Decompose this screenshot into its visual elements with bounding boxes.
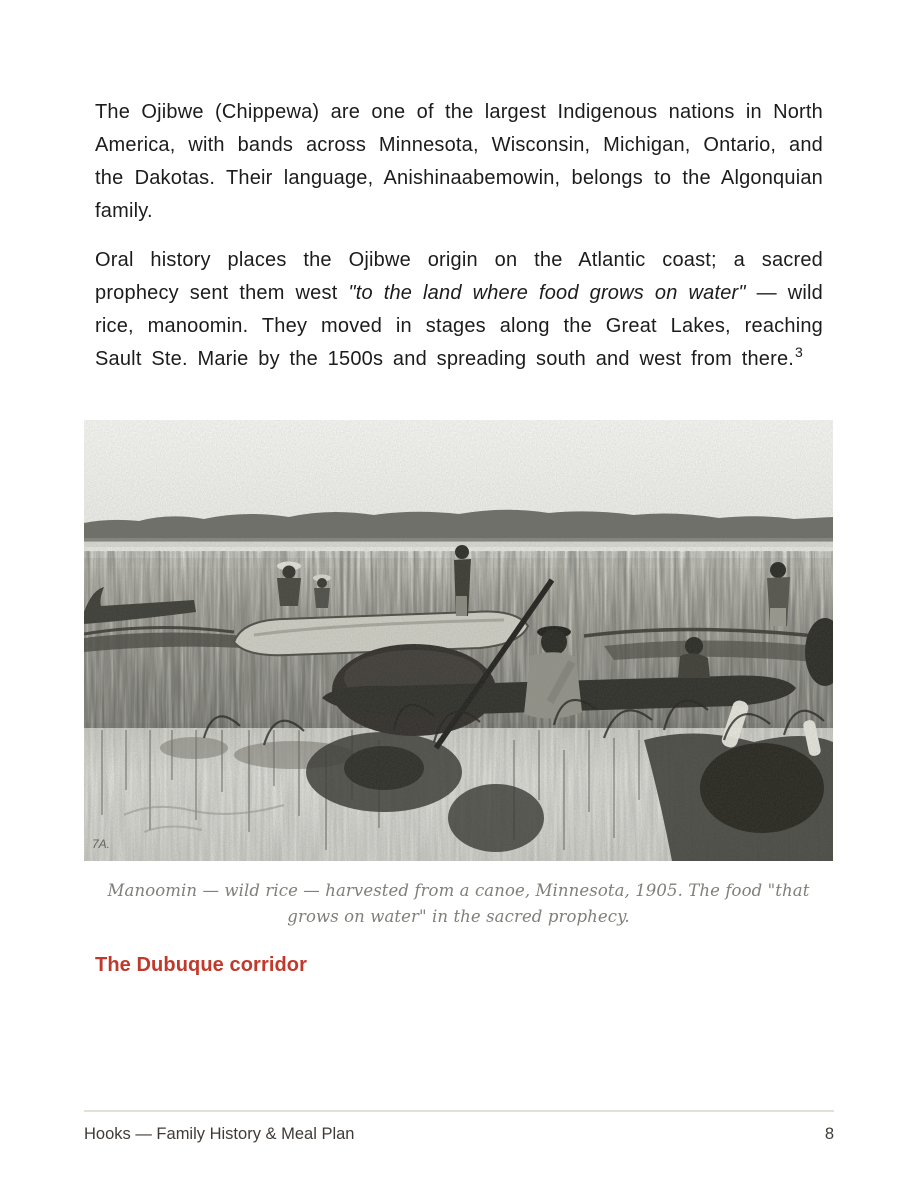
paragraph-oral-history (95, 244, 823, 376)
oral-history-lead: Oral history places the Ojibwe origin on the Atlantic coast; a sacred prophecy sent them west (95, 249, 823, 304)
footer-title: Hooks — Family History & Meal Plan (84, 1125, 355, 1143)
footer-page-number: 8 (824, 1125, 834, 1143)
figure-wild-rice (84, 420, 833, 930)
page-footer (84, 1110, 834, 1144)
prophecy-quote: "to the land where food grows on water" (348, 282, 746, 304)
footnote-reference: 3 (795, 344, 803, 361)
oral-history-rest: — wild rice, manoomin. They moved in stages along the Great Lakes, reaching Sault Ste. Marie by the 1500s and spreading south and west from there. (95, 282, 823, 370)
section-heading-dubuque-corridor: The Dubuque corridor (95, 954, 307, 976)
paragraph-ojibwe-intro: The Ojibwe (Chippewa) are one of the largest Indigenous nations in North America, with bands across Minnesota, Wisconsin, Michigan, Ontario, and the Dakotas. Their language, Anishinaabemowin, belongs to the Algonquian family. (95, 101, 823, 222)
archive-mark: 7A. (92, 837, 111, 851)
figure-caption: Manoomin — wild rice — harvested from a canoe, Minnesota, 1905. The food "that grows on water" in the sacred prophecy. (107, 881, 810, 926)
wild-rice-photo (84, 420, 833, 861)
